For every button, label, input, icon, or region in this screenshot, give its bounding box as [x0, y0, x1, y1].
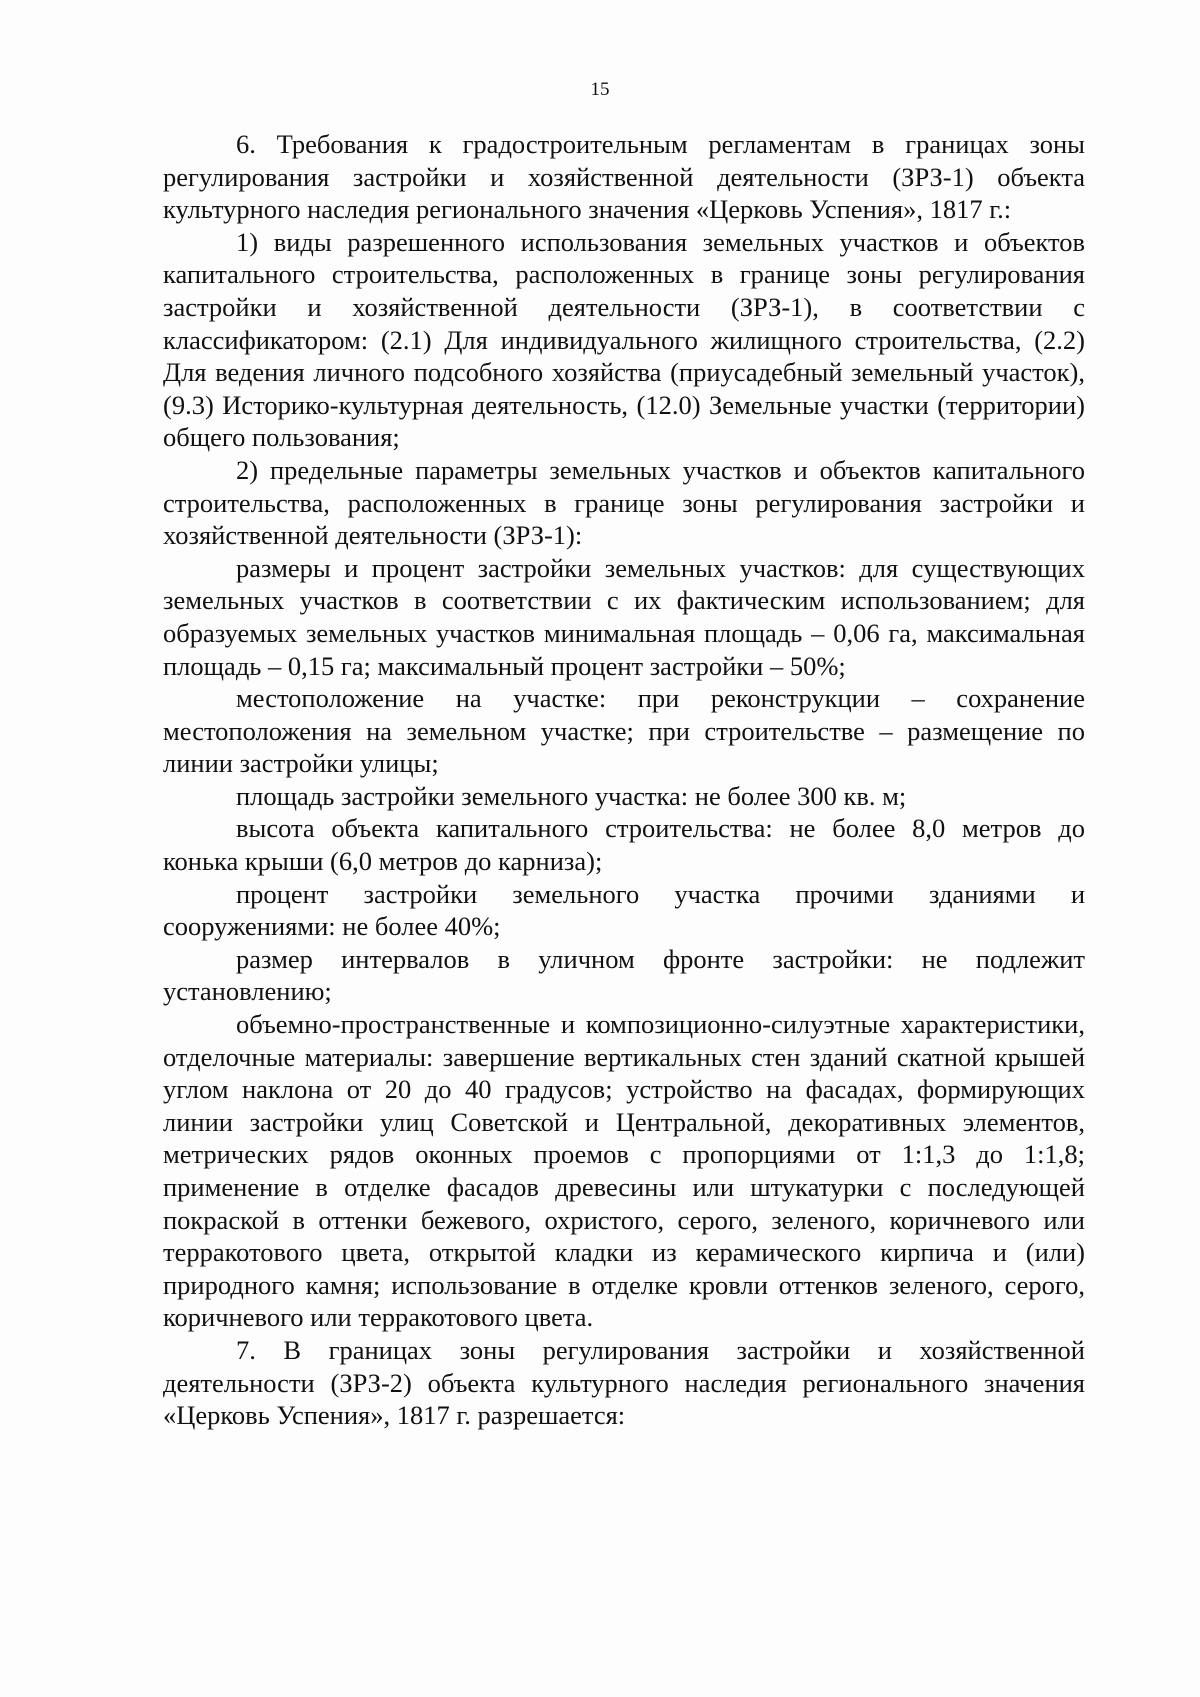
paragraph-materials: объемно-пространственные и композиционно-силуэтные характеристики, отделочные материалы: завершение вертикальных стен зданий скатной крышей углом наклона от 20 до 40 градусов; устройство на фасадах, формирующих линии застройки улиц Советской и Центральной, декоративных элементов, метрических рядов оконных проемов с пропорциями от 1:1,3 до 1:1,8; применение в отделке фасадов древесины или штукатурки с последующей покраской в оттенки бежевого, охристого, серого, зеленого, коричневого или терракотового цвета, открытой кладки из керамического кирпича и (или) природного камня; использование в отделке кровли оттенков зеленого, серого, коричневого или терракотового цвета.: [163, 1009, 1085, 1333]
paragraph-location: местоположение на участке: при реконструкции – сохранение местоположения на земельном участке; при строительстве – размещение по линии застройки улицы;: [163, 683, 1085, 779]
paragraph-other-buildings: процент застройки земельного участка прочими зданиями и сооружениями: не более 40%;: [163, 878, 1085, 942]
paragraph-6-heading: 6. Требования к градостроительным регламентам в границах зоны регулирования застройки и хозяйственной деятельности (ЗРЗ-1) объекта культурного наследия регионального значения «Церковь Успения», 1817 г.:: [163, 129, 1085, 225]
paragraph-height: высота объекта капитального строительства: не более 8,0 метров до конька крыши (6,0 метров до карниза);: [163, 813, 1085, 877]
paragraph-limit-parameters: 2) предельные параметры земельных участков и объектов капитального строительства, расположенных в границе зоны регулирования застройки и хозяйственной деятельности (ЗРЗ-1):: [163, 454, 1085, 551]
paragraph-building-area: площадь застройки земельного участка: не более 300 кв. м;: [236, 780, 907, 811]
document-body: [163, 128, 1085, 1432]
page-number: 15: [590, 79, 610, 100]
paragraph-intervals: размер интервалов в уличном фронте застройки: не подлежит установлению;: [163, 943, 1085, 1007]
paragraph-permitted-uses: 1) виды разрешенного использования земельных участков и объектов капитального строительства, расположенных в границе зоны регулирования застройки и хозяйственной деятельности (ЗРЗ-1), в соответствии с классификатором: (2.1) Для индивидуального жилищного строительства, (2.2) Для ведения личного подсобного хозяйства (приусадебный земельный участок), (9.3) Историко-культурная деятельность, (12.0) Земельные участки (территории) общего пользования;: [163, 226, 1085, 453]
paragraph-7-heading: 7. В границах зоны регулирования застройки и хозяйственной деятельности (ЗРЗ-2) объекта культурного наследия регионального значения «Церковь Успения», 1817 г. разрешается:: [163, 1334, 1085, 1431]
paragraph-plot-sizes: размеры и процент застройки земельных участков: для существующих земельных участков в соответствии с их фактическим использованием; для образуемых земельных участков минимальная площадь – 0,06 га, максимальная площадь – 0,15 га; максимальный процент застройки – 50%;: [163, 552, 1085, 681]
